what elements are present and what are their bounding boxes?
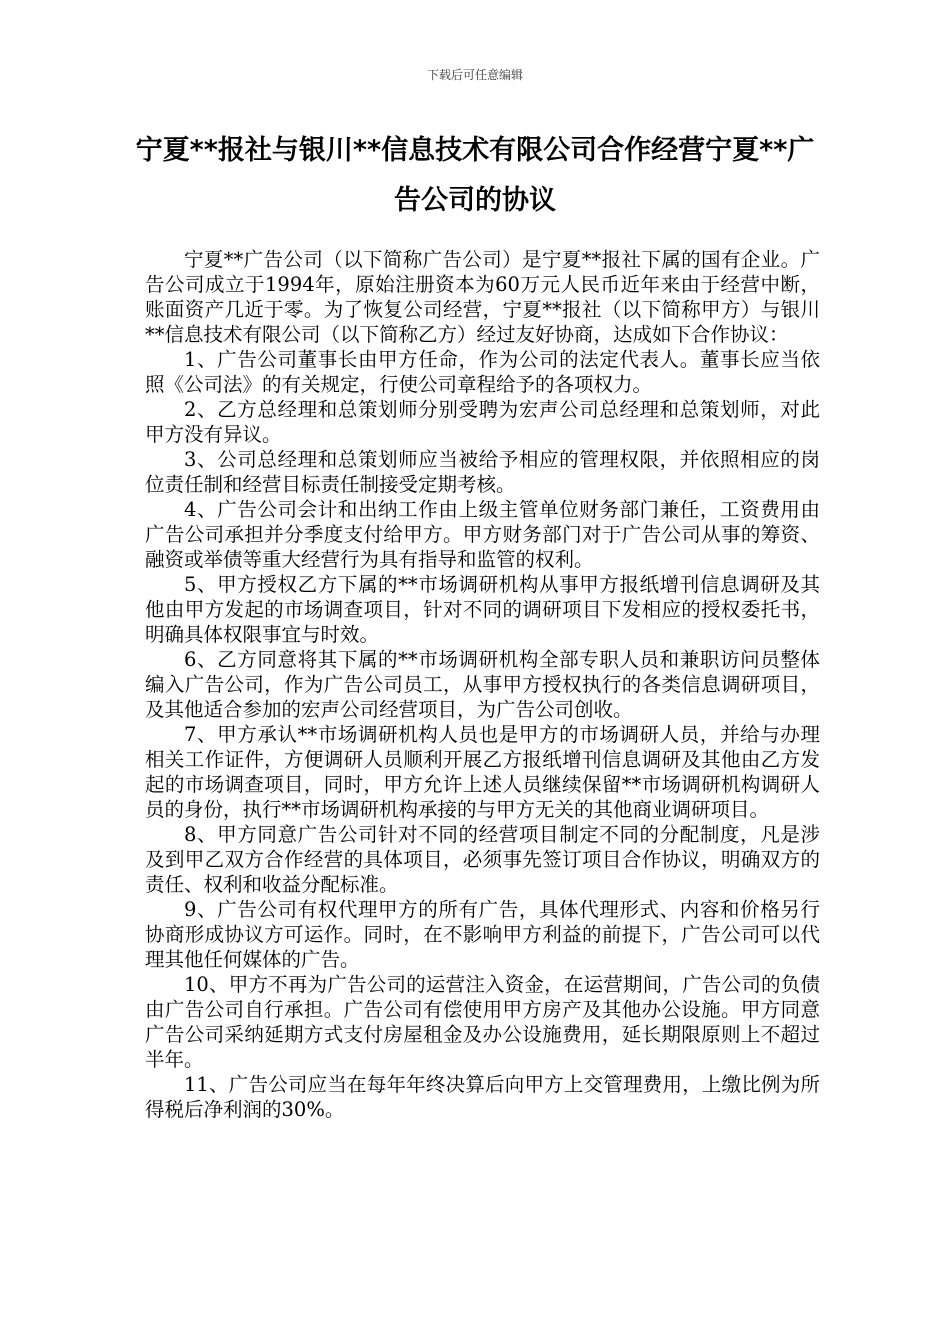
paragraph-intro: 宁夏**广告公司（以下简称广告公司）是宁夏**报社下属的国有企业。广告公司成立于1994年，原始注册资本为60万元人民币近年来由于经营中断，账面资产几近于零。为了恢复公司经营，宁夏**报社（以下简称甲方）与银川**信息技术有限公司（以下简称乙方）经过友好协商，达成如下合作协议： bbox=[145, 248, 820, 346]
clause-2: 2、乙方总经理和总策划师分别受聘为宏声公司总经理和总策划师，对此甲方没有异议。 bbox=[145, 398, 820, 446]
clause-8: 8、甲方同意广告公司针对不同的经营项目制定不同的分配制度，凡是涉及到甲乙双方合作经营的具体项目，必须事先签订项目合作协议，明确双方的责任、权利和收益分配标准。 bbox=[145, 823, 820, 896]
document-body bbox=[145, 247, 820, 1122]
clause-9: 9、广告公司有权代理甲方的所有广告，具体代理形式、内容和价格另行协商形成协议方可运作。同时，在不影响甲方利益的前提下，广告公司可以代理其他任何媒体的广告。 bbox=[145, 898, 820, 971]
clause-4: 4、广告公司会计和出纳工作由上级主管单位财务部门兼任，工资费用由广告公司承担并分季度支付给甲方。甲方财务部门对于广告公司从事的筹资、融资或举债等重大经营行为具有指导和监管的权利。 bbox=[145, 498, 820, 571]
clause-7: 7、甲方承认**市场调研机构人员也是甲方的市场调研人员，并给与办理相关工作证件，方便调研人员顺利开展乙方报纸增刊信息调研及其他由乙方发起的市场调查项目，同时，甲方允许上述人员继续保留**市场调研机构调研人员的身份，执行**市场调研机构承接的与甲方无关的其他商业调研项目。 bbox=[145, 723, 820, 821]
clause-3: 3、公司总经理和总策划师应当被给予相应的管理权限，并依照相应的岗位责任制和经营目标责任制接受定期考核。 bbox=[145, 448, 820, 496]
clause-1: 1、广告公司董事长由甲方任命，作为公司的法定代表人。董事长应当依照《公司法》的有关规定，行使公司章程给予的各项权力。 bbox=[145, 348, 820, 396]
header-note: 下载后可任意编辑 bbox=[426, 68, 523, 82]
clause-6: 6、乙方同意将其下属的**市场调研机构全部专职人员和兼职访问员整体编入广告公司，作为广告公司员工，从事甲方授权执行的各类信息调研项目，及其他适合参加的宏声公司经营项目，为广告公司创收。 bbox=[145, 648, 820, 721]
clause-10: 10、甲方不再为广告公司的运营注入资金，在运营期间，广告公司的负债由广告公司自行承担。广告公司有偿使用甲方房产及其他办公设施。甲方同意广告公司采纳延期方式支付房屋租金及办公设施费用，延长期限原则上不超过半年。 bbox=[145, 973, 820, 1071]
clause-5: 5、甲方授权乙方下属的**市场调研机构从事甲方报纸增刊信息调研及其他由甲方发起的市场调查项目，针对不同的调研项目下发相应的授权委托书，明确具体权限事宜与时效。 bbox=[145, 573, 820, 646]
clause-11: 11、广告公司应当在每年年终决算后向甲方上交管理费用，上缴比例为所得税后净利润的30%。 bbox=[145, 1073, 820, 1121]
document-title: 宁夏**报社与银川**信息技术有限公司合作经营宁夏**广告公司的协议 bbox=[135, 135, 815, 216]
